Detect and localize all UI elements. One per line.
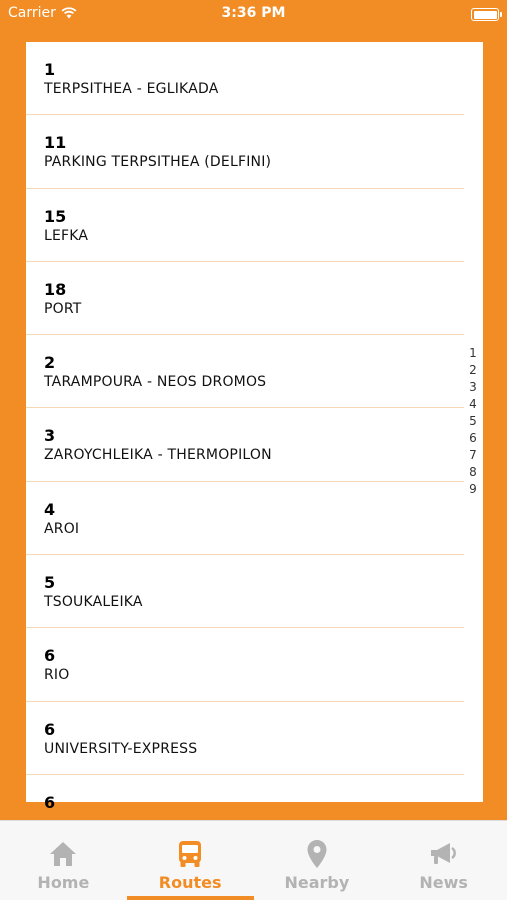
- tab-news-label: News: [419, 873, 468, 892]
- megaphone-icon: [429, 839, 459, 869]
- route-row[interactable]: [26, 628, 464, 701]
- route-list[interactable]: [26, 42, 483, 812]
- route-name: PORT: [44, 300, 82, 317]
- index-item[interactable]: 6: [469, 431, 477, 445]
- route-row[interactable]: [26, 115, 464, 188]
- index-item[interactable]: 4: [469, 397, 477, 411]
- route-number: 18: [44, 279, 67, 299]
- route-name: RIO: [44, 667, 70, 684]
- tab-routes[interactable]: [127, 821, 254, 900]
- index-item[interactable]: 3: [469, 380, 477, 394]
- route-name: AROI: [44, 520, 80, 537]
- route-name: UNIVERSITY-EXPRESS: [44, 740, 198, 757]
- bus-icon: [175, 839, 205, 869]
- route-number: 15: [44, 206, 67, 226]
- battery-icon: [471, 8, 499, 21]
- route-name: TSOUKALEIKA: [44, 594, 143, 611]
- carrier-label: Carrier: [8, 5, 56, 21]
- route-name: LEFKA: [44, 227, 89, 244]
- route-number: 4: [44, 499, 56, 519]
- index-item[interactable]: 9: [469, 482, 477, 496]
- tab-nearby[interactable]: [254, 821, 381, 900]
- route-number: 6: [44, 719, 56, 739]
- tab-nearby-label: Nearby: [284, 873, 350, 892]
- route-number: 3: [44, 426, 56, 446]
- index-item[interactable]: 8: [469, 465, 477, 479]
- index-item[interactable]: 2: [469, 363, 477, 377]
- route-row[interactable]: [26, 408, 464, 481]
- index-item[interactable]: 5: [469, 414, 477, 428]
- route-number: 11: [44, 133, 67, 153]
- status-time: 3:36 PM: [221, 5, 286, 21]
- location-pin-icon: [302, 839, 332, 869]
- route-number: 6: [44, 646, 56, 666]
- index-item[interactable]: 1: [469, 346, 477, 360]
- index-item[interactable]: 7: [469, 448, 477, 462]
- route-row[interactable]: [26, 262, 464, 335]
- route-row[interactable]: [26, 482, 464, 555]
- tab-routes-label: Routes: [158, 873, 222, 892]
- route-number: 5: [44, 573, 56, 593]
- status-bar: [0, 0, 507, 30]
- route-row[interactable]: [26, 702, 464, 775]
- route-name: TERPSITHEA - EGLIKADA: [44, 81, 219, 97]
- route-number: 6: [44, 792, 56, 812]
- route-name: PARKING TERPSITHEA (DELFINI): [44, 154, 272, 171]
- route-row[interactable]: [26, 42, 464, 115]
- section-index[interactable]: [463, 345, 483, 498]
- tab-news[interactable]: [380, 821, 507, 900]
- home-icon: [48, 839, 78, 869]
- tab-home[interactable]: [0, 821, 127, 900]
- tab-bar: [0, 820, 507, 900]
- route-name: TARAMPOURA - NEOS DROMOS: [44, 374, 267, 391]
- tab-home-label: Home: [37, 873, 90, 892]
- route-row[interactable]: [26, 189, 464, 262]
- route-row[interactable]: [26, 335, 464, 408]
- route-row[interactable]: [26, 555, 464, 628]
- route-number: 2: [44, 353, 56, 373]
- route-number: 1: [44, 60, 56, 79]
- route-name: ZAROYCHLEIKA - THERMOPILON: [44, 447, 272, 464]
